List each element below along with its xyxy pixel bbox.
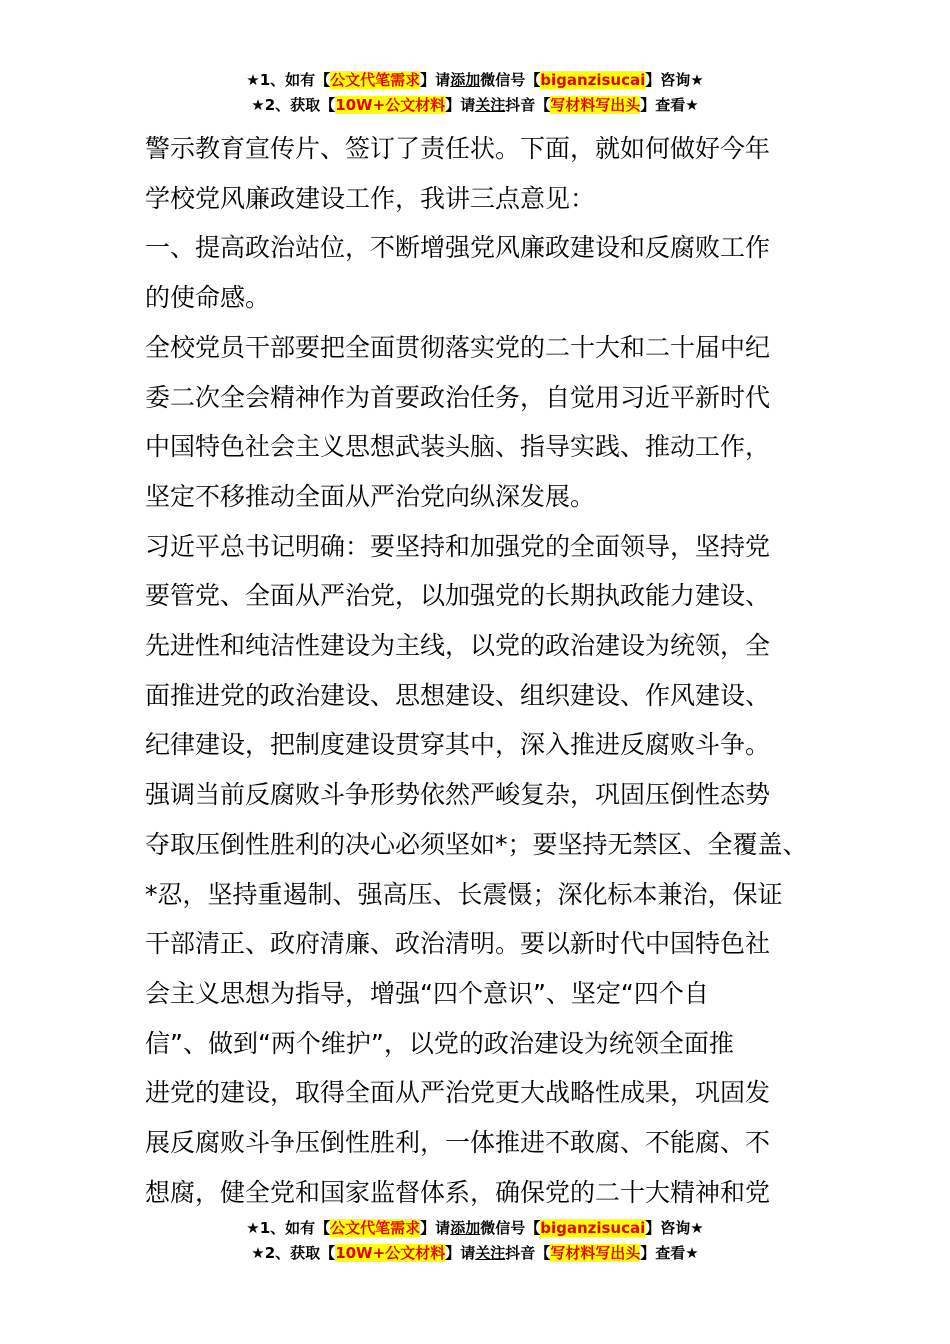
text-line: 警示教育宣传片、签订了责任状。下面，就如何做好今年	[145, 134, 771, 163]
text-line: 全校党员干部要把全面贯彻落实党的二十大和二十届中纪	[145, 332, 771, 362]
document-body	[145, 124, 825, 1217]
footer-promo-banner	[0, 1216, 950, 1266]
promo-line-1: ★1、如有【公文代笔需求】请添加微信号【biganzisucai】咨询★	[246, 1219, 704, 1237]
text-line: 纪律建设，把制度建设贯穿其中，深入推进反腐败斗争。	[145, 730, 771, 760]
text-line: 信”、做到“两个维护”，以党的政治建设为统领全面推	[145, 1028, 734, 1058]
promo-highlight: 10W+公文材料	[335, 1244, 446, 1262]
promo-highlight: biganzisucai	[540, 1219, 646, 1237]
text-line: 要管党、全面从严治党，以加强党的长期执政能力建设、	[145, 581, 771, 611]
text-line: 坚定不移推动全面从严治党向纵深发展。	[145, 481, 596, 511]
text-line: 面推进党的政治建设、思想建设、组织建设、作风建设、	[145, 680, 771, 710]
text-line: 中国特色社会主义思想武装头脑、指导实践、推动工作，	[145, 432, 771, 462]
text-line: 强调当前反腐败斗争形势依然严峻复杂，巩固压倒性态势	[145, 780, 771, 810]
promo-highlight: 公文代笔需求	[330, 71, 421, 89]
text-line: *忍，坚持重遏制、强高压、长震慑；深化标本兼治，保证	[145, 879, 783, 909]
promo-line-1: ★1、如有【公文代笔需求】请添加微信号【biganzisucai】咨询★	[246, 71, 704, 89]
promo-highlight: 写材料写出头	[550, 1244, 641, 1262]
promo-highlight: 公文代笔需求	[330, 1219, 421, 1237]
promo-line-2: ★2、获取【10W+公文材料】请关注抖音【写材料写出头】查看★	[251, 1244, 699, 1262]
promo-line-2: ★2、获取【10W+公文材料】请关注抖音【写材料写出头】查看★	[251, 96, 699, 114]
promo-highlight: 10W+公文材料	[335, 96, 446, 114]
promo-highlight: biganzisucai	[540, 71, 646, 89]
text-line: 干部清正、政府清廉、政治清明。要以新时代中国特色社	[145, 929, 771, 959]
text-line: 想腐，健全党和国家监督体系，确保党的二十大精神和党	[145, 1177, 771, 1207]
text-line: 学校党风廉政建设工作，我讲三点意见：	[145, 183, 596, 213]
text-line: 先进性和纯洁性建设为主线，以党的政治建设为统领，全	[145, 631, 771, 661]
text-line: 委二次全会精神作为首要政治任务，自觉用习近平新时代	[145, 382, 771, 412]
section-heading-line: 的使命感。	[145, 283, 271, 313]
text-line: 夺取压倒性胜利的决心必须坚如*；要坚持无禁区、全覆盖、	[145, 829, 808, 859]
promo-highlight: 写材料写出头	[550, 96, 641, 114]
header-promo-banner	[0, 68, 950, 118]
text-line: 进党的建设，取得全面从严治党更大战略性成果，巩固发	[145, 1078, 771, 1108]
text-line: 会主义思想为指导，增强“四个意识”、坚定“四个自	[145, 978, 709, 1008]
section-heading-line: 一、提高政治站位，不断增强党风廉政建设和反腐败工作	[145, 233, 771, 263]
text-line: 习近平总书记明确：要坚持和加强党的全面领导，坚持党	[145, 531, 771, 561]
text-line: 展反腐败斗争压倒性胜利，一体推进不敢腐、不能腐、不	[145, 1128, 771, 1158]
